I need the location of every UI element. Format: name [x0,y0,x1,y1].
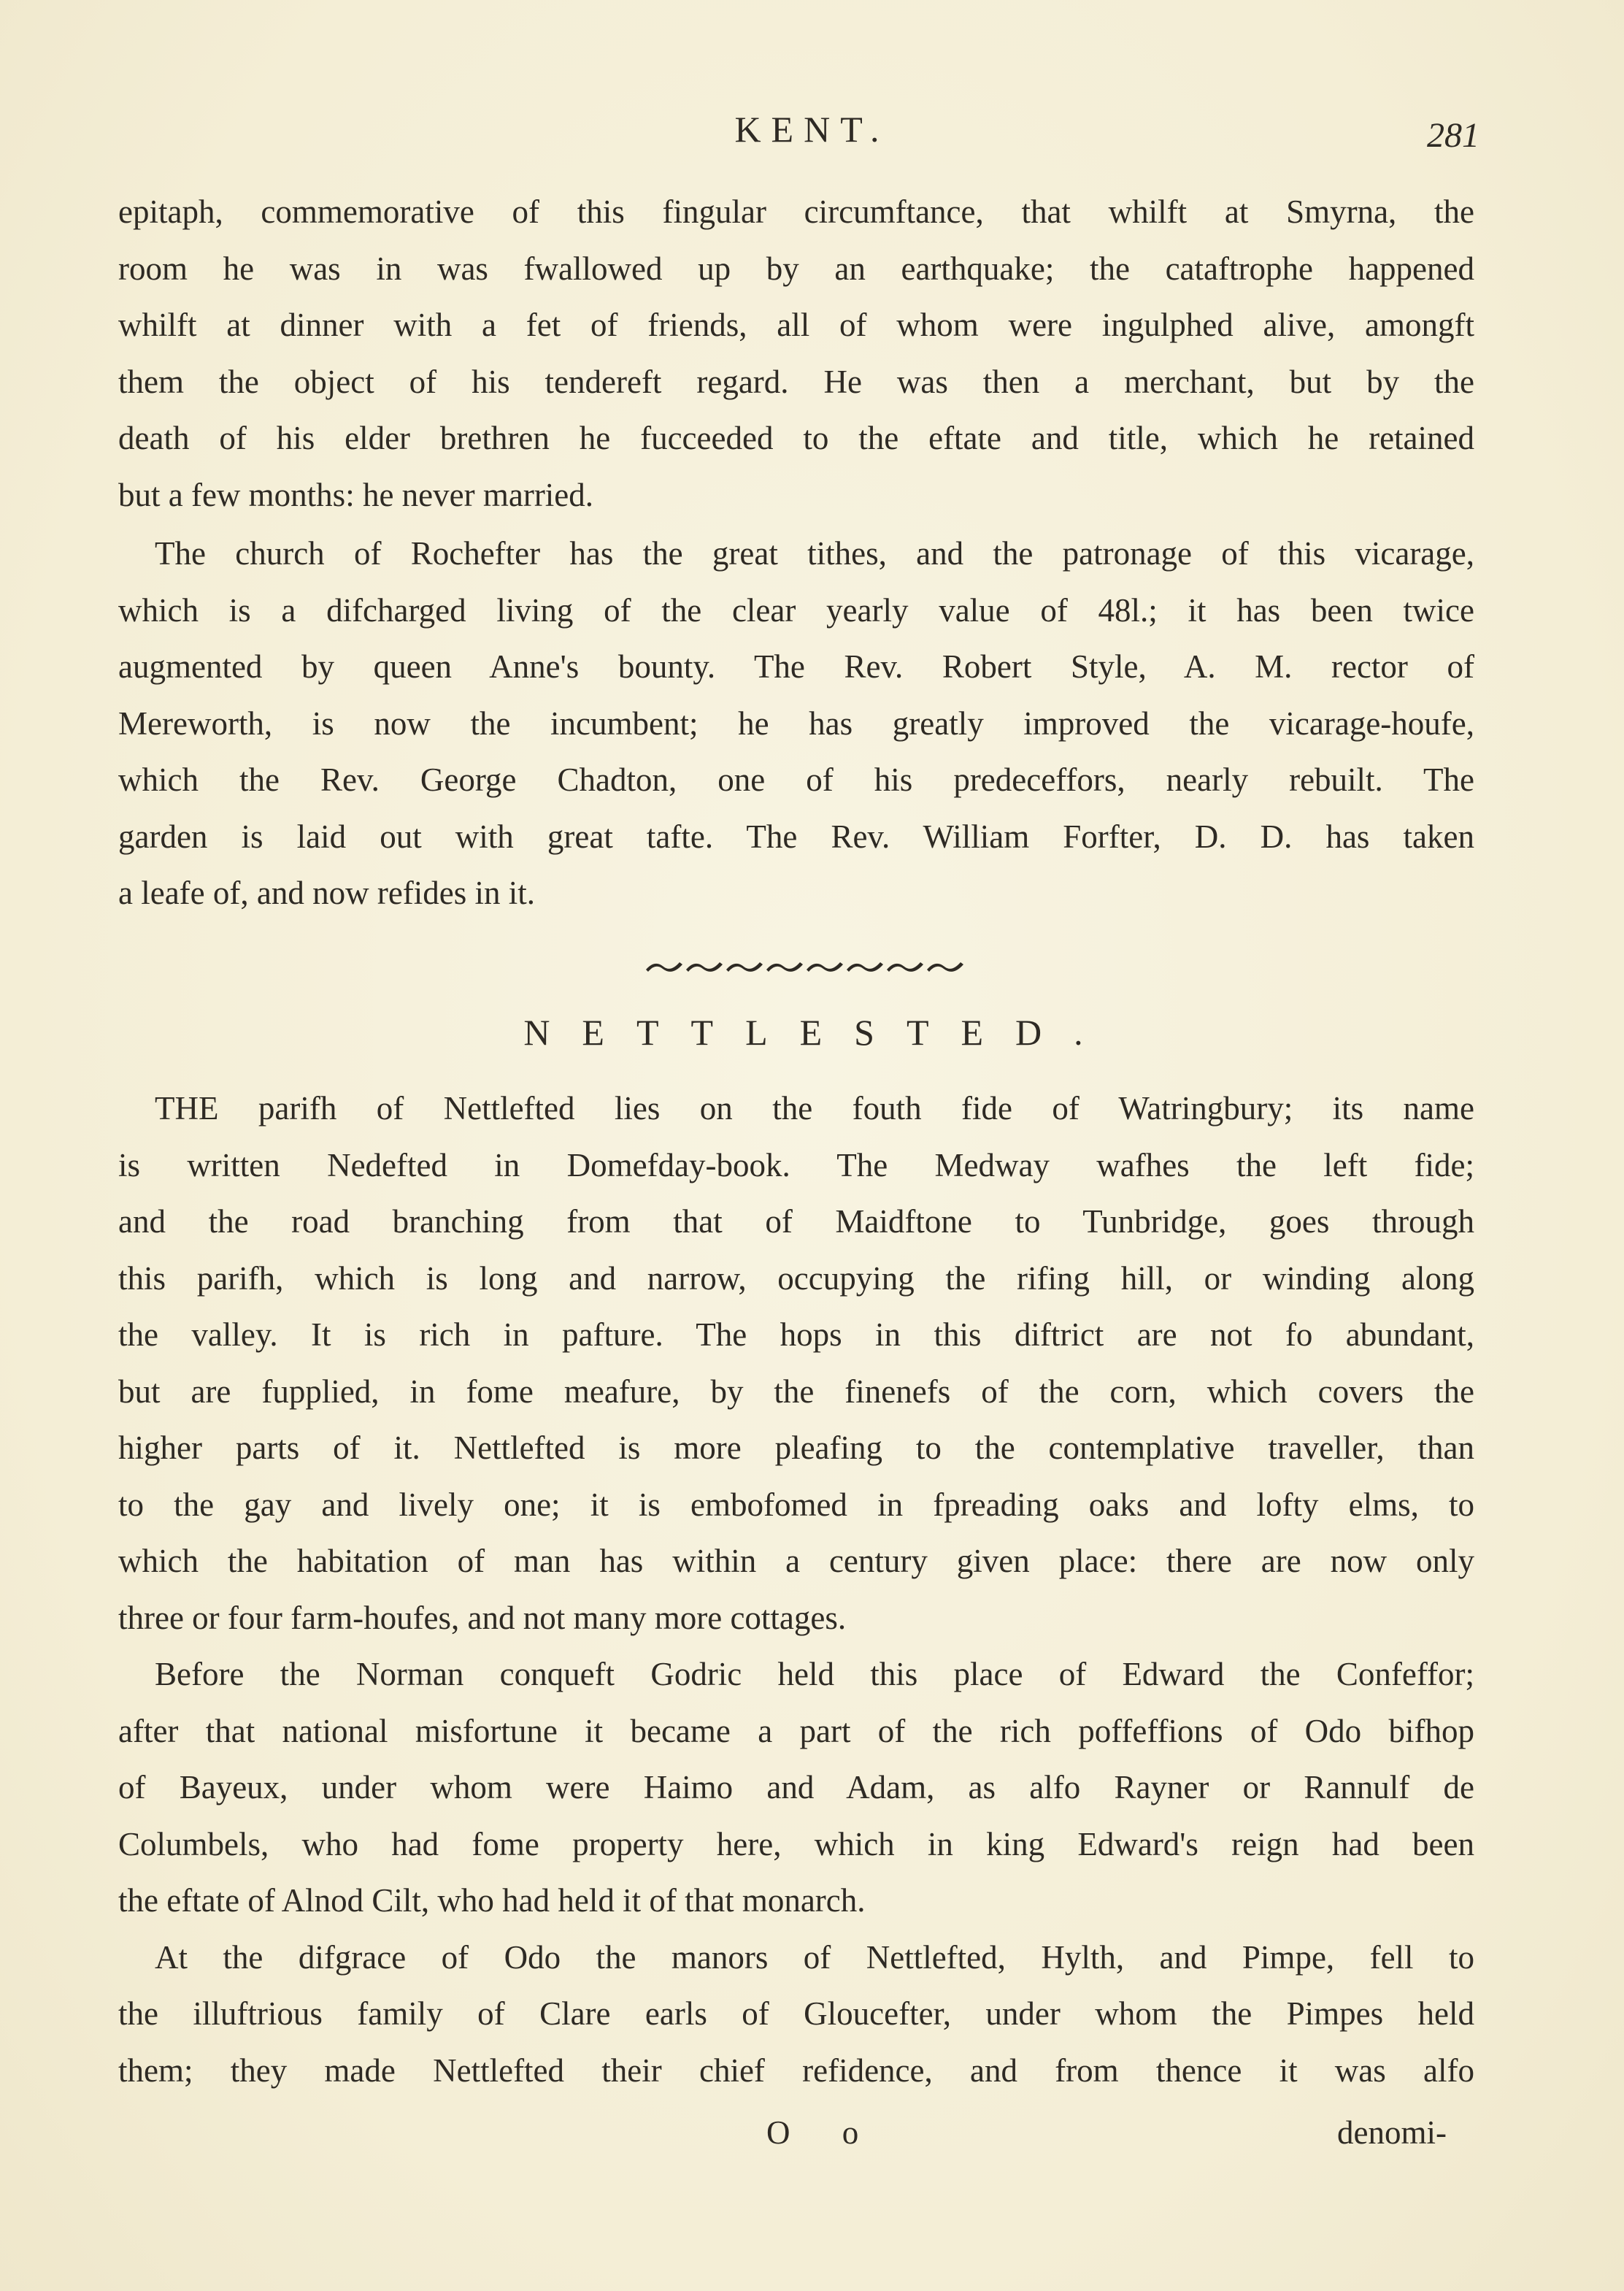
text-line: after that national misfortune it became a part of the rich poffeffions of Odo bifhop [118,1712,1474,1749]
text-line: but a few months: he never married. [118,476,594,513]
text-line: The church of Rochefter has the great tithes, and the patronage of this vicarage, [155,535,1474,572]
text-line: room he was in was fwallowed up by an earthquake; the cataftrophe happened [118,250,1474,287]
text-line: the valley. It is rich in pafture. The hops in this diftrict are not fo abundant, [118,1316,1474,1353]
text-line: and the road branching from that of Maidftone to Tunbridge, goes through [118,1203,1474,1240]
text-line: epitaph, commemorative of this fingular circumftance, that whilft at Smyrna, the [118,193,1474,230]
ornament-divider [642,956,985,978]
text-line: three or four farm-houfes, and not many more cottages. [118,1599,847,1636]
text-line: whilft at dinner with a fet of friends, all of whom were ingulphed alive, amongft [118,307,1474,343]
running-head: KENT. [734,109,890,150]
text-line: which the Rev. George Chadton, one of his predeceffors, nearly rebuilt. The [118,761,1474,798]
section-heading: NETTLESTED. [523,1012,1115,1053]
text-line: higher parts of it. Nettlefted is more pleafing to the contemplative traveller, than [118,1430,1474,1466]
text-line: augmented by queen Anne's bounty. The Rev. Robert Style, A. M. rector of [118,648,1474,685]
text-line: the illuftrious family of Clare earls of Gloucefter, under whom the Pimpes held [118,1995,1474,2032]
page-number: 281 [1427,116,1479,155]
text-line: Before the Norman conqueft Godric held this place of Edward the Confeffor; [155,1656,1474,1692]
text-line: garden is laid out with great tafte. The Rev. William Forfter, D. D. has taken [118,818,1474,855]
text-line: which is a difcharged living of the clear yearly value of 48l.; it has been twice [118,591,1474,629]
paragraph-epitaph [118,184,1474,523]
text-line: THE parifh of Nettlefted lies on the fouth fide of Watringbury; its name [155,1090,1474,1127]
text-line: Columbels, who had fome property here, which in king Edward's reign had been [118,1825,1474,1862]
text-line: a leafe of, and now refides in it. [118,875,536,911]
text-line: is written Nedefted in Domefday-book. The Medway wafhes the left fide; [118,1146,1474,1183]
section-body [118,1081,1474,2099]
text-line: which the habitation of man has within a century given place: there are now only [118,1543,1474,1579]
text-line: to the gay and lively one; it is embofomed in fpreading oaks and lofty elms, to [118,1486,1474,1523]
text-line: Mereworth, is now the incumbent; he has greatly improved the vicarage-houfe, [118,705,1474,742]
text-line: but are fupplied, in fome meafure, by the finenefs of the corn, which covers the [118,1373,1474,1410]
signature-mark: O o [766,2114,881,2151]
text-line: the eftate of Alnod Cilt, who had held it of that monarch. [118,1882,866,1919]
text-line: them; they made Nettlefted their chief refidence, and from thence it was alfo [118,2052,1474,2089]
paragraph-church [118,526,1474,922]
ornament-glyphs [646,962,963,972]
text-line: of Bayeux, under whom were Haimo and Adam, as alfo Rayner or Rannulf de [118,1769,1474,1805]
text-line: death of his elder brethren he fucceeded to the eftate and title, which he retained [118,420,1474,456]
catchword: denomi- [1337,2114,1447,2151]
text-line: At the difgrace of Odo the manors of Nettlefted, Hylth, and Pimpe, fell to [155,1938,1474,1976]
text-line: this parifh, which is long and narrow, occupying the rifing hill, or winding along [118,1259,1474,1297]
text-line: them the object of his tendereft regard. He was then a merchant, but by the [118,363,1474,400]
